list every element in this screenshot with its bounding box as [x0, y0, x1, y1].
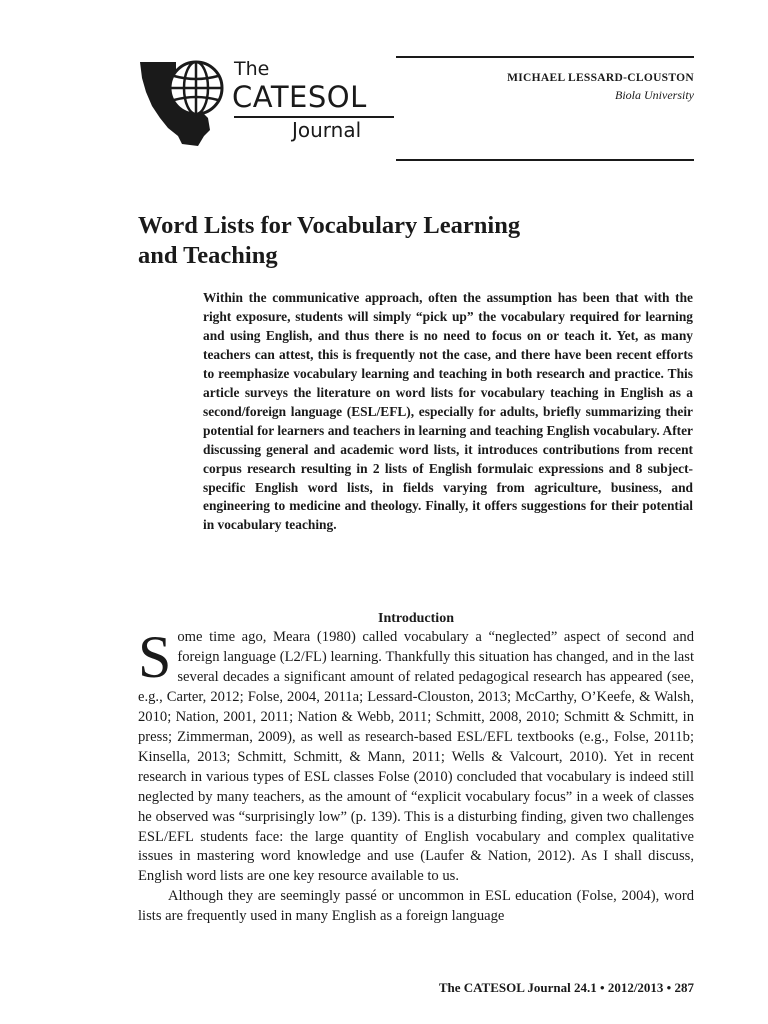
- paragraph-1-text: ome time ago, Meara (1980) called vocabulary a “neglected” aspect of second and foreign language (L2/FL) learning. Thankfully this situation has changed, and in the last several decades a significant amount of related pedagogical research has appeared (see, e.g., Carter, 2012; Folse, 2004, 2011a; Lessard-Clouston, 2013; McCarthy, O’Keefe, & Walsh, 2010; Nation, 2001, 2011; Nation & Webb, 2011; Schmitt, 2008, 2010; Schmitt & Schmitt, in press; Zimmerman, 2009), as well as research-based ESL/EFL textbooks (e.g., Folse, 2011b; Kinsella, 2013; Schmitt, Schmitt, & Mann, 2011; Wells & Valcourt, 2010). Yet in recent research in various types of ESL classes Folse (2010) concluded that vocabulary is indeed still neglected by many teachers, as the amount of “explicit vocabulary focus” in a week of classes he observed was “surprisingly low” (p. 139). This is a disturbing finding, given two challenges ESL/EFL students face: the large quantity of English vocabulary and complex qualitative issues in mastering word knowledge and use (Laufer & Nation, 2012). As I shall discuss, English word lists are one key resource available to us.: [138, 629, 694, 885]
- california-globe-icon: [138, 56, 234, 146]
- author-affiliation: Biola University: [615, 88, 694, 102]
- header-rule-bottom: [396, 159, 694, 161]
- title-line-2: and Teaching: [138, 242, 278, 269]
- title-line-1: Word Lists for Vocabulary Learning: [138, 212, 521, 239]
- body-text: [138, 624, 694, 927]
- logo-the: The: [234, 58, 270, 80]
- abstract: Within the communicative approach, often the assumption has been that with the right exposure, students will simply “pick up” the vocabulary required for learning and using English, and thus there is no need to focus on or teach it. Yet, as many teachers can attest, this is frequently not the case, and there have been recent efforts to reemphasize vocabulary learning and teaching in both research and practice. This article surveys the literature on word lists for vocabulary teaching in English as a second/foreign language (ESL/EFL), especially for adults, briefly summarizing their potential for learners and teachers in learning and teaching English vocabulary. After discussing general and academic word lists, it introduces contributions from recent corpus research resulting in 2 lists of English formulaic expressions and 8 subject-specific English word lists, in fields varying from agriculture, business, and engineering to medicine and theology. Finally, it offers suggestions for their potential in vocabulary teaching.: [203, 290, 693, 533]
- paragraph-1: [138, 624, 694, 887]
- header-rule-top: [396, 56, 694, 58]
- journal-logo: [138, 56, 398, 146]
- drop-cap: S: [138, 624, 172, 690]
- section-heading: Introduction: [378, 611, 454, 626]
- paragraph-2: Although they are seemingly passé or uncommon in ESL education (Folse, 2004), word lists are frequently used in many English as a foreign language: [138, 888, 694, 925]
- logo-journal: Journal: [292, 118, 362, 142]
- article-title: [138, 211, 618, 271]
- author-name: MICHAEL LESSARD-CLOUSTON: [507, 72, 694, 84]
- logo-name: CATESOL: [232, 80, 367, 114]
- page-footer: The CATESOL Journal 24.1 • 2012/2013 • 287: [438, 980, 694, 995]
